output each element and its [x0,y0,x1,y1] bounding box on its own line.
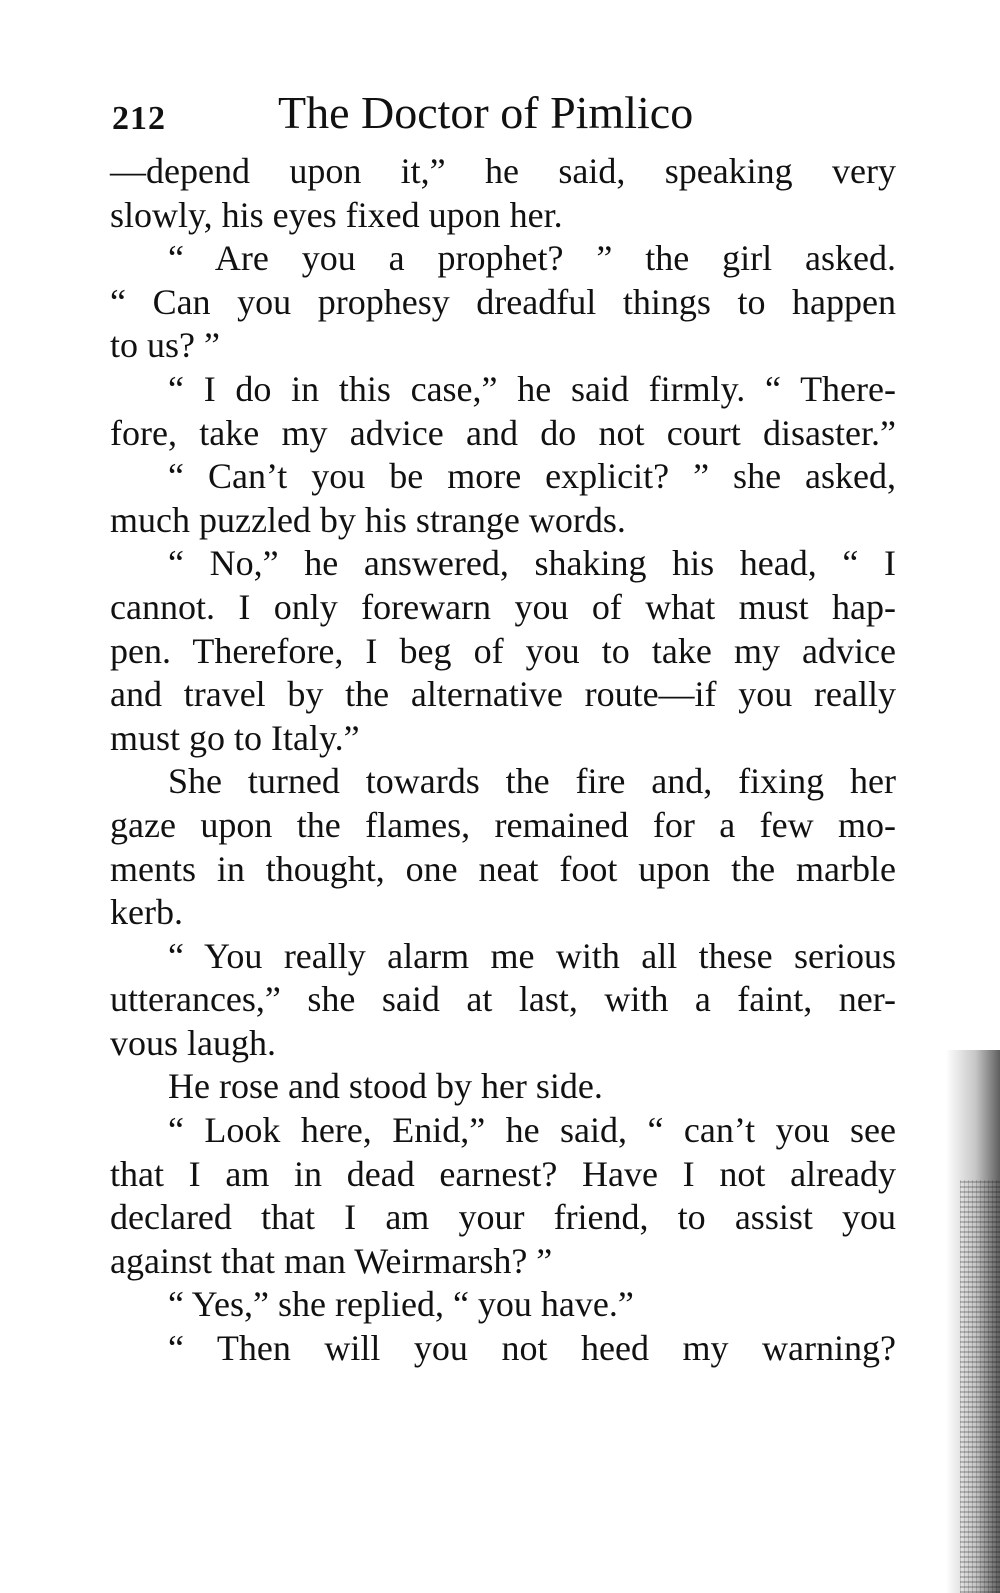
text-line: fore, take my advice and do not court disaster.” [110,412,896,453]
page-header [110,86,900,146]
text-line: cannot. I only forewarn you of what must hap- [110,586,896,627]
text-line: utterances,” she said at last, with a faint, ner- [110,979,896,1020]
text-line: to us? ” [110,325,220,366]
text-line: “ Are you a prophet? ” the girl asked. [168,238,896,279]
text-line: must go to Italy.” [110,717,360,758]
text-line: —depend upon it,” he said, speaking very [110,151,896,191]
text-line: declared that I am your friend, to assist you [110,1197,896,1238]
text-line: She turned towards the fire and, fixing her [168,761,896,802]
text-line: kerb. [110,892,183,933]
text-line: “ Yes,” she replied, “ you have.” [168,1284,634,1325]
page-edge-speckle [960,1180,1000,1593]
text-line: “ Can’t you be more explicit? ” she asked, [168,456,896,497]
text-line: and travel by the alternative route—if you really [110,674,896,715]
text-line: against that man Weirmarsh? ” [110,1240,553,1281]
text-line: “ I do in this case,” he said firmly. “ There- [168,368,896,409]
body-text [110,150,896,1371]
text-line: “ Can you prophesy dreadful things to happen [110,281,896,322]
text-line: He rose and stood by her side. [168,1066,603,1107]
text-line: “ Look here, Enid,” he said, “ can’t you see [168,1110,896,1151]
text-line: that I am in dead earnest? Have I not already [110,1153,896,1194]
text-line: ments in thought, one neat foot upon the marble [110,848,896,889]
text-line: “ No,” he answered, shaking his head, “ I [168,543,896,584]
text-line: “ Then will you not heed my warning? [168,1328,896,1369]
text-line: gaze upon the flames, remained for a few mo- [110,804,896,845]
text-line: slowly, his eyes fixed upon her. [110,194,563,235]
text-line: “ You really alarm me with all these serious [168,935,896,976]
page-number: 212 [112,100,166,137]
text-line: vous laugh. [110,1022,276,1063]
text-line: pen. Therefore, I beg of you to take my advice [110,630,896,671]
running-title: The Doctor of Pimlico [278,87,694,138]
text-line: much puzzled by his strange words. [110,499,626,540]
